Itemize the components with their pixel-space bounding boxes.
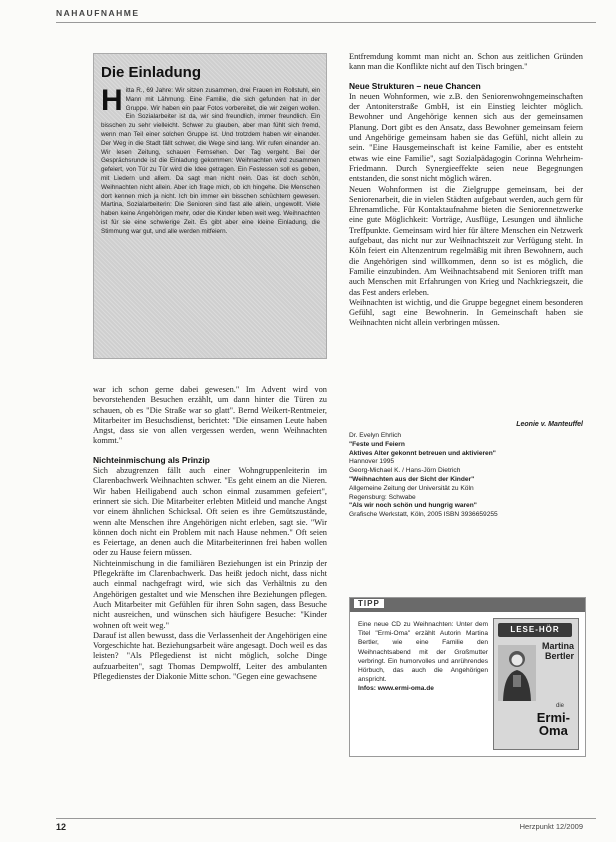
left-paragraph-2: Sich abzugrenzen fällt auch einer Wohngruppenleiterin im Clarenbachwerk Weihnachten schwer. "Es geht einem an die Nieren. Wir haben Heiligabend auch schon einmal zusammen gefeiert", erinnert sie sich. Die Mitarbeiter erlebten Mitleid und manche Angst vor einem ähnlichen Schicksal. Oft seien es ihre Gemütszustände, wenn alte Menschen ihre Angehörigen nicht erleben, sagt sie. "Wir können doch nicht ein Problem mit nach Hause nehmen." Oft seien es Feiertage, an denen auch die Mitarbeiterinnen frei haben wollen oder zu Hause feiern müssen. [93, 466, 327, 558]
right-column [349, 52, 583, 329]
cover-article: die [555, 703, 564, 709]
right-heading: Neue Strukturen – neue Chancen [349, 80, 481, 91]
tip-body: Eine neue CD zu Weihnachten: Unter dem Titel "Ermi-Oma" erzählt Autorin Martina Bertler, wie eine Familie den Weihnachtsabend mit der Großmutter verbringt. Ein humorvolles und anrührendes Hörbuch, das auch die Angehörigen anspricht. [358, 621, 488, 684]
page-number: 12 [56, 822, 67, 832]
intro-body: itta R., 69 Jahre: Wir sitzen zusammen, drei Frauen im Rollstuhl, ein Mann mit Lähmung. Eine Familie, die sich gefunden hat in der Gruppe. Wir haben ein paar Fotos vorbereitet, die wir zeigen wollen. Ein Sozialarbeiter ist da, wir sind freundlich, immer freundlich. Ein bisschen zu sehr vielleicht. Schwer zu glauben, aber man fühlt sich fremd, wenn man Teil einer solchen Gruppe ist. Und trotzdem haben wir einander. Der Weg in die Stadt fällt schwer, die Wege sind lang. Wir rufen einander an. Wir lesen Zeitung, schauen Fernsehen. Der Tag vergeht. Bei der Gesprächsrunde ist die Einladung gekommen: Weihnachten wird zusammen gefeiert, von Tür zu Tür wird die Idee getragen. Ein Festessen soll es geben, mit Liedern und allem. Da sagt man nicht nein. Das ist doch schön, Weihnachten nicht allein. Aber ich frage mich, ob ich hingehe. Die Menschen dort kennen mich ja nicht. Ich bin immer ein bisschen schüchtern gewesen. Martina, Sozialarbeiterin: Die Senioren sind fast alle allein, ungewollt. Viele haben keine Angehörigen mehr, oder die Kinder leben weit weg. Weihnachten ist für sie eine schwierige Zeit. Es gibt aber eine kleine Einladung, die Stimmung war gut, und alle werden mitfeiern. [101, 87, 320, 235]
biblio-line: "Weihnachten aus der Sicht der Kinder" [349, 475, 475, 483]
cover-photo [498, 645, 536, 701]
right-paragraph-4: Weihnachten ist wichtig, und die Gruppe begegnet einem besonderen Gefühl, sagt eine Bewohnerin. In Gemeinschaft haben sie Weihnachten nicht allein verbringen müssen. [349, 297, 583, 328]
header-divider [56, 22, 596, 23]
cover-author [542, 641, 574, 661]
bibliography [349, 432, 583, 520]
left-paragraph-4: Darauf ist allen bewusst, dass die Verlassenheit der Angehörigen eine Vorgeschichte hat. Beziehungsarbeit wäre angesagt. Doch weil es das leisten? "Als Pflegedienst ist nicht möglich, solche Dinge aufzuarbeiten", sagt Thomas Dempwolff, Leiter des ambulanten Pflegedienstes der Diakonie Mitte schon. "Gegen eine gewachsene [93, 630, 327, 682]
left-column [93, 385, 327, 682]
biblio-line: "Als wir noch schön und hungrig waren" [349, 502, 477, 510]
left-heading: Nichteinmischung als Prinzip [93, 454, 210, 465]
biblio-line: Regensburg: Schwabe [349, 493, 416, 501]
biblio-line: "Feste und Feiern [349, 440, 405, 448]
cover-title-1: Ermi- [536, 710, 570, 725]
biblio-line: Allgemeine Zeitung der Universität zu Köln [349, 484, 474, 492]
footer-divider [56, 818, 596, 819]
cover-author-last: Bertler [544, 651, 574, 661]
left-paragraph-1: war ich schon gerne dabei gewesen." Im Advent wird von bevorstehenden Besuchen erzählt, um dann hinter die Türen zu schauen, ob es "Die Straße war so glatt". Bernd Weikert-Rentmeier, Mitarbeiter im Besuchsdienst, berichtet: "Die einsamen Leute haben Angst, dass sie von allen vergessen werden, wenn Weihnachten kommt." [93, 385, 327, 446]
left-paragraph-3: Nichteinmischung in die familiären Beziehungen ist ein Prinzip der Pflegekräfte im Clarenbachwerk. Das heißt jedoch nicht, dass nicht auch einmal nachgefragt wird, wie sich das Verhältnis zu den Angehörigen gestaltet und wie Menschen ihre Beziehungen pflegen. Auch Mitarbeiter mit Gefühlen für ihren Sohn sagen, dass Besuche nicht ausreichen, und wünschen sich häufigere Besuche: "Kinder wohnen oft weit weg." [93, 558, 327, 630]
tip-text [358, 620, 488, 694]
biblio-line: Georg-Michael K. / Hans-Jörn Dietrich [349, 467, 461, 475]
right-paragraph-2: In neuen Wohnformen, wie z.B. den Seniorenwohngemeinschaften der Antoniterstraße GmbH, ist ein Einstieg leichter möglich. Bewohner und Angehörige kennen sich aus der gemeinsamen Planung. Dort gibt es den Ansatz, dass Bewohner gemeinsam feiern und Angehörige gemeinsam haben sie das Gefühl, nicht allein zu sein. "Eine Hausgemeinschaft ist keine Familie, aber es entsteht etwas wie eine Familie", sagt Sozialpädagogin Corinna Wehrheim-Friedmann. Durch Synergieeffekte seien neue Begegnungen entstanden, die sonst nicht möglich wären. [349, 91, 583, 184]
biblio-line: Grafische Werkstatt, Köln, 2005 ISBN 3936659255 [349, 511, 498, 519]
publication-info: Herzpunkt 12/2009 [519, 822, 583, 831]
cd-cover [493, 618, 579, 750]
author-signature: Leonie v. Manteuffel [516, 421, 583, 428]
right-paragraph-3: Neuen Wohnformen ist die Zielgruppe gemeinsam, bei der Seniorenarbeit, die in vielen Städten aufgebaut werden, auch gern für Ehrenamtliche. Für Kontaktaufnahme bieten die Seniorennetzwerke eine gute Möglichkeit: Vorträge, Ausflüge, Lesungen und ähnliche Treffpunkte. Gemeinsam wird hier für ältere Menschen ein Netzwerk aufgebaut, das nicht nur zur Weihnachtszeit zur Verfügung steht. In Köln feiert ein Altenzentrum regelmäßig mit ihren Bewohnern, auch die Angehörigen sind willkommen, denn so ist es möglich, die Familie einzubinden. Am Weihnachtsabend mit Senioren trifft man auch Menschen mit Erfahrungen von Krieg und Nachkriegszeit, die das Fest anders erleben. [349, 184, 583, 297]
cover-title-2: Oma [538, 723, 568, 738]
right-paragraph-1: Entfremdung kommt man nicht an. Schon aus zeitlichen Gründen kann man die Konflikte nicht auf den Tisch bringen." [349, 52, 583, 72]
cover-logo: LESE-HÖR [498, 623, 572, 637]
section-header: NAHAUFNAHME [56, 8, 140, 18]
intro-box [93, 53, 327, 359]
biblio-line: Dr. Evelyn Ehrlich [349, 432, 402, 439]
tip-link[interactable]: Infos: www.ermi-oma.de [358, 685, 434, 693]
tip-label: TIPP [354, 599, 384, 608]
biblio-line: Hannover 1995 [349, 458, 395, 466]
biblio-line: Aktives Alter gekonnt betreuen und aktivieren" [349, 449, 496, 457]
dropcap: H [101, 84, 123, 117]
tip-box [349, 597, 586, 757]
intro-title: Die Einladung [101, 64, 202, 81]
cover-author-first: Martina [541, 641, 574, 651]
cover-title [537, 711, 570, 737]
intro-text [101, 84, 320, 237]
tip-header-bar [350, 598, 585, 612]
